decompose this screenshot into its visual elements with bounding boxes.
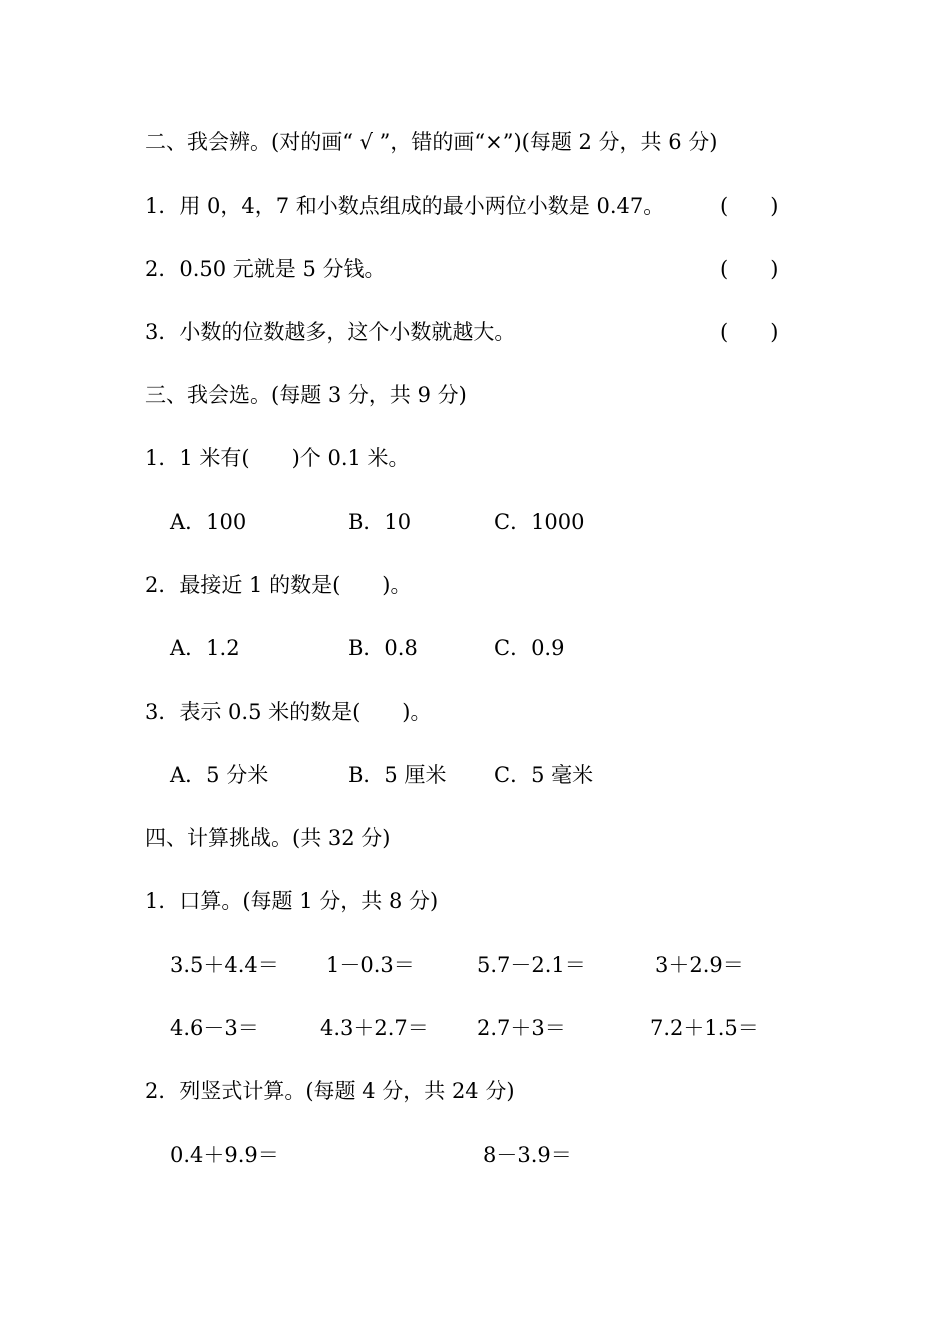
oral-calc-4: 3＋2.9＝ (655, 953, 744, 977)
judge-answer-blank-1[interactable]: ( ) (720, 194, 779, 218)
choice-option-3a[interactable]: A．5 分米 (170, 763, 269, 787)
judge-question-1: 1．用 0，4，7 和小数点组成的最小两位小数是 0.47。 (145, 194, 665, 218)
oral-calc-3: 5.7－2.1＝ (477, 953, 586, 977)
section4-heading: 四、计算挑战。(共 32 分) (145, 826, 391, 850)
oral-calc-2: 1－0.3＝ (326, 953, 415, 977)
choice-question-3: 3．表示 0.5 米的数是( )。 (145, 700, 432, 724)
oral-calc-6: 4.3＋2.7＝ (320, 1016, 429, 1040)
vertical-calc-1: 0.4＋9.9＝ (170, 1143, 279, 1167)
choice-question-1: 1．1 米有( )个 0.1 米。 (145, 446, 410, 470)
judge-answer-blank-3[interactable]: ( ) (720, 320, 779, 344)
choice-option-2c[interactable]: C．0.9 (494, 636, 565, 660)
choice-option-2a[interactable]: A．1.2 (170, 636, 240, 660)
judge-answer-blank-2[interactable]: ( ) (720, 257, 779, 281)
choice-option-1c[interactable]: C．1000 (494, 510, 585, 534)
choice-option-3c[interactable]: C．5 毫米 (494, 763, 594, 787)
oral-calc-7: 2.7＋3＝ (477, 1016, 566, 1040)
judge-question-3: 3．小数的位数越多，这个小数就越大。 (145, 320, 516, 344)
oral-calc-heading: 1．口算。(每题 1 分，共 8 分) (145, 889, 439, 913)
section2-heading: 二、我会辨。(对的画“ √ ”，错的画“×”)(每题 2 分，共 6 分) (145, 130, 718, 154)
choice-option-1a[interactable]: A．100 (170, 510, 247, 534)
oral-calc-8: 7.2＋1.5＝ (650, 1016, 759, 1040)
choice-option-1b[interactable]: B．10 (348, 510, 412, 534)
vertical-calc-2: 8－3.9＝ (483, 1143, 572, 1167)
choice-option-3b[interactable]: B．5 厘米 (348, 763, 447, 787)
oral-calc-1: 3.5＋4.4＝ (170, 953, 279, 977)
choice-question-2: 2．最接近 1 的数是( )。 (145, 573, 412, 597)
oral-calc-5: 4.6－3＝ (170, 1016, 259, 1040)
vertical-calc-heading: 2．列竖式计算。(每题 4 分，共 24 分) (145, 1079, 515, 1103)
choice-option-2b[interactable]: B．0.8 (348, 636, 418, 660)
section3-heading: 三、我会选。(每题 3 分，共 9 分) (145, 383, 467, 407)
judge-question-2: 2．0.50 元就是 5 分钱。 (145, 257, 386, 281)
